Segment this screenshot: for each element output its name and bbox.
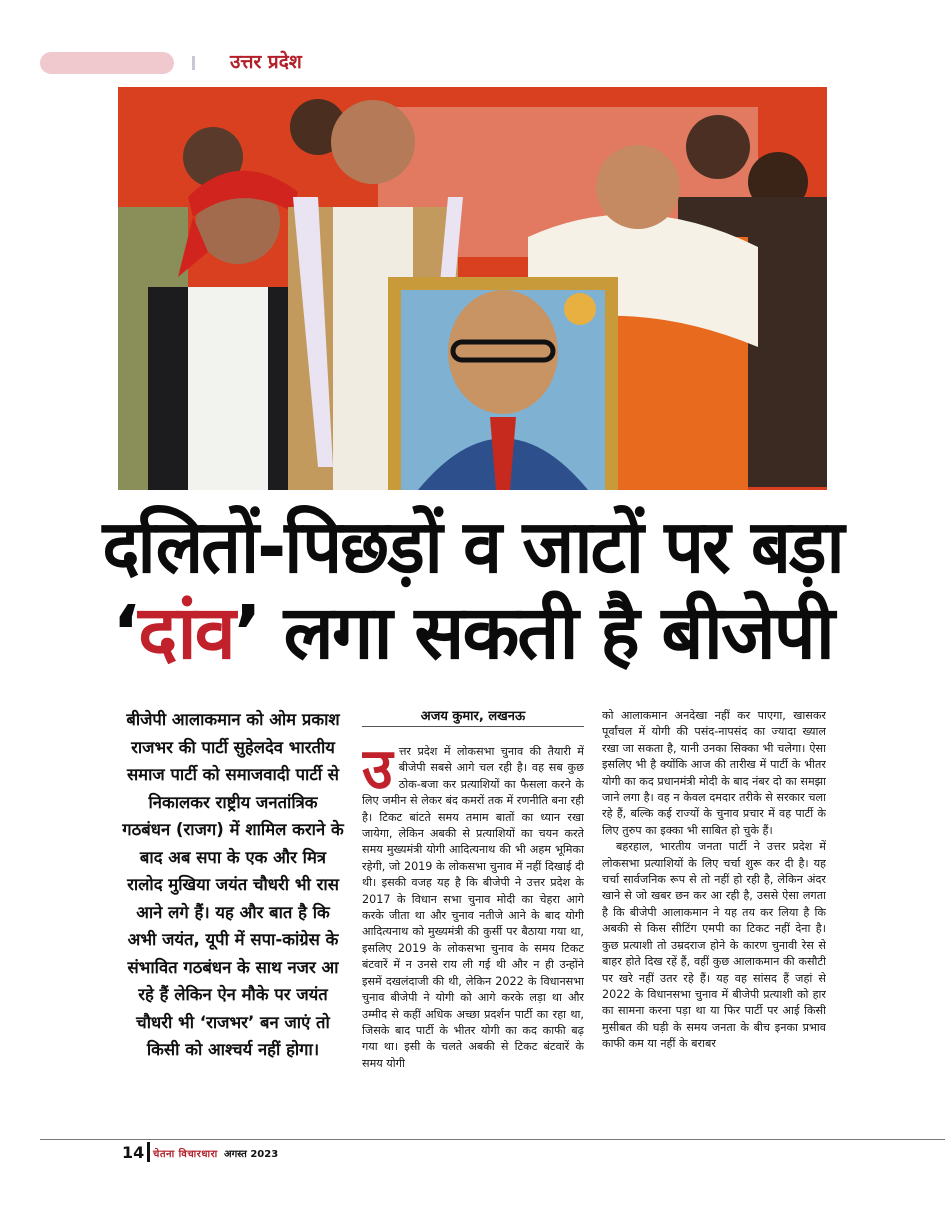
article-paragraph: बहरहाल, भारतीय जनता पार्टी ने उत्तर प्रदेश में लोकसभा प्रत्याशियों के लिए चर्चा शुरू कर दी है। यह चर्चा सार्वजनिक रूप से तो नहीं हो रही है, लेकिन अंदर खाने से जो खबर छन कर आ रही है, उससे ऐसा लगता है कि बीजेपी आलाकमान ने यह तय कर लिया है कि अबकी से किस सीटिंग एमपी का टिकट नहीं देना है। कुछ प्रत्याशी तो उम्रदराज होने के कारण चुनावी रेस से बाहर होते दिख रहें हैं, वहीं कुछ आलाकमान की कसौटी पर खरे नहीं उतर रहे हैं। यह वह सांसद हैं जहां से 2022 के विधानसभा चुनाव में बीजेपी प्रत्याशी को हार का सामना करना पड़ा था या फिर पार्टी पर आई किसी मुसीबत की घड़ी के समय जनता के बीच इनका प्रभाव काफी कम या नहीं के बराबर — [602, 840, 826, 1051]
section-pill — [40, 52, 174, 74]
photo-figures — [118, 87, 827, 490]
article-paragraph: त्तर प्रदेश में लोकसभा चुनाव की तैयारी में बीजेपी सबसे आगे चल रही है। वह सब कुछ ठोक-बजा कर प्रत्याशियों का फैसला करने के लिए जमीन से लेकर बंद कमरों तक में रणनीति बना रही है। टिकट बांटते समय तमाम बातों का ध्यान रखा जायेगा, लेकिन अबकी से प्रत्याशियों का चयन करते समय मुख्यमंत्री योगी आदित्यनाथ की भी अहम भूमिका रहेगी, जो 2019 के लोकसभा चुनाव में नहीं दिखाई दी थी। इसकी वजह यह है कि बीजेपी ने उत्तर प्रदेश के 2017 के विधान सभा चुनाव मोदी का चेहरा आगे करके जीता था और चुनाव नतीजे आने के बाद योगी आदित्यनाथ को मुख्यमंत्री की कुर्सी पर बैठाया गया था, इसलिए 2019 के लोकसभा चुनाव के समय टिकट बंटवारें में न उनसे राय ली गई थी और न ही उन्होंने इसमें दखलंदाजी की थी, लेकिन 2022 के विधानसभा चुनाव बीजेपी ने योगी को आगे करके लड़ा था और उम्मीद से कहीं अधिक अच्छा प्रदर्शन पार्टी का रहा था, जिसके बाद पार्टी के भीतर योगी का कद काफी बढ़ गया था। इसी के चलते अबकी से टिकट बंटवारें के समय योगी — [362, 745, 584, 1070]
footer-rule — [40, 1139, 945, 1140]
article-column-2 — [602, 708, 826, 1124]
drop-cap: उ — [362, 744, 393, 802]
headline-highlight: दांव — [138, 590, 234, 676]
quote-close: ’ — [233, 590, 260, 676]
headline-line-2 — [0, 589, 945, 677]
article-column-1 — [362, 744, 584, 1124]
lead-photo — [118, 87, 827, 490]
headline — [0, 505, 945, 677]
headline-line-1: दलितों-पिछड़ों व जाटों पर बड़ा — [102, 503, 843, 591]
footer-separator — [147, 1142, 150, 1162]
section-title: उत्तर प्रदेश — [230, 51, 302, 73]
article-paragraph: को आलाकमान अनदेखा नहीं कर पाएगा, खासकर पूर्वांचल में योगी की पसंद-नापसंद का ज्यादा ख्याल रखा जा सकता है, यानी उनका सिक्का भी चलेगा। ऐसा इसलिए भी है क्योंकि आज की तारीख में पार्टी के भीतर योगी का कद प्रधानमंत्री मोदी के बाद नंबर दो का समझा जाने लगा है। वह न केवल दमदार तरीके से सरकार चला रहे हैं, बल्कि कई राज्यों के चुनाव प्रचार में वह पार्टी के लिए तुरुप का इक्का भी साबित हो चुके हैं। — [602, 709, 826, 837]
magazine-brand: चेतना विचारधारा — [153, 1149, 218, 1160]
quote-open: ‘ — [112, 590, 139, 676]
headline-line-2-rest: लगा सकती है बीजेपी — [259, 590, 833, 676]
page-number: 14 — [122, 1143, 145, 1162]
section-separator — [192, 56, 195, 70]
lead-paragraph: बीजेपी आलाकमान को ओम प्रकाश राजभर की पार्टी सुहेलदेव भारतीय समाज पार्टी को समाजवादी पार्टी से निकालकर राष्ट्रीय जनतांत्रिक गठबंधन (राजग) में शामिल कराने के बाद अब सपा के एक और मित्र रालोद मुखिया जयंत चौधरी भी रास आने लगे हैं। यह और बात है कि अभी जयंत, यूपी में सपा-कांग्रेस के संभावित गठबंधन के साथ नजर आ रहे हैं लेकिन ऐन मौके पर जयंत चौधरी भी ‘राजभर’ बन जाएं तो किसी को आश्चर्य नहीं होगा। — [122, 710, 344, 1059]
byline: अजय कुमार, लखनऊ — [362, 706, 584, 727]
issue-date: अगस्त 2023 — [224, 1149, 279, 1160]
